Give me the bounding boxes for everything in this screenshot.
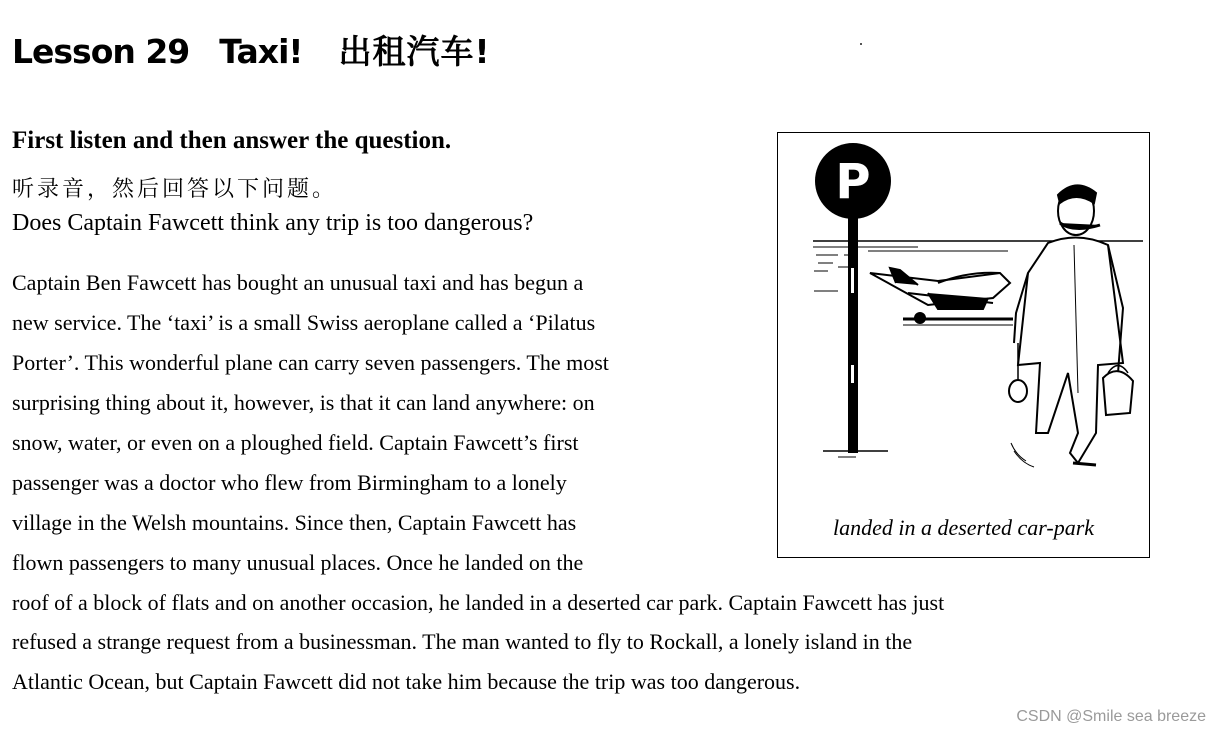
parking-sign-letter: P: [835, 154, 871, 210]
passage-line: refused a strange request from a businessman. The man wanted to fly to Rockall, a lonely island in the: [12, 629, 913, 654]
passage-line: roof of a block of flats and on another occasion, he landed in a deserted car park. Captain Fawcett has just: [12, 590, 945, 615]
illustration-caption: landed in a deserted car-park: [832, 515, 1095, 540]
aeroplane-icon: [870, 268, 1013, 325]
passage-line: snow, water, or even on a ploughed field. Captain Fawcett’s first: [12, 430, 579, 455]
stray-dot: [860, 43, 862, 45]
passage-line: new service. The ‘taxi’ is a small Swiss aeroplane called a ‘Pilatus: [12, 310, 596, 335]
passage-line: village in the Welsh mountains. Since then, Captain Fawcett has: [12, 510, 577, 535]
lesson-title-cn: 出租汽车!: [338, 32, 491, 71]
lesson-title: [12, 26, 491, 73]
lesson-title-en: Taxi!: [219, 32, 303, 71]
question: Does Captain Fawcett think any trip is too dangerous?: [12, 210, 534, 236]
pilot-icon: [1009, 185, 1133, 467]
passage-line: Porter’. This wonderful plane can carry seven passengers. The most: [12, 350, 609, 375]
passage-line: Captain Ben Fawcett has bought an unusual taxi and has begun a: [12, 270, 584, 295]
passage-line: flown passengers to many unusual places. Once he landed on the: [12, 550, 584, 575]
watermark: CSDN @Smile sea breeze: [1016, 708, 1206, 725]
illustration-frame: [777, 132, 1150, 558]
illustration: [778, 133, 1148, 513]
passage-line: surprising thing about it, however, is that it can land anywhere: on: [12, 390, 595, 415]
instruction-en: First listen and then answer the question.: [12, 127, 452, 154]
parking-sign-icon: [815, 143, 891, 457]
passage-line: passenger was a doctor who flew from Birmingham to a lonely: [12, 470, 567, 495]
lesson-number: Lesson 29: [12, 32, 190, 71]
instruction-cn: 听录音，然后回答以下问题。: [12, 177, 338, 202]
passage-line: Atlantic Ocean, but Captain Fawcett did not take him because the trip was too dangerous.: [12, 669, 801, 694]
